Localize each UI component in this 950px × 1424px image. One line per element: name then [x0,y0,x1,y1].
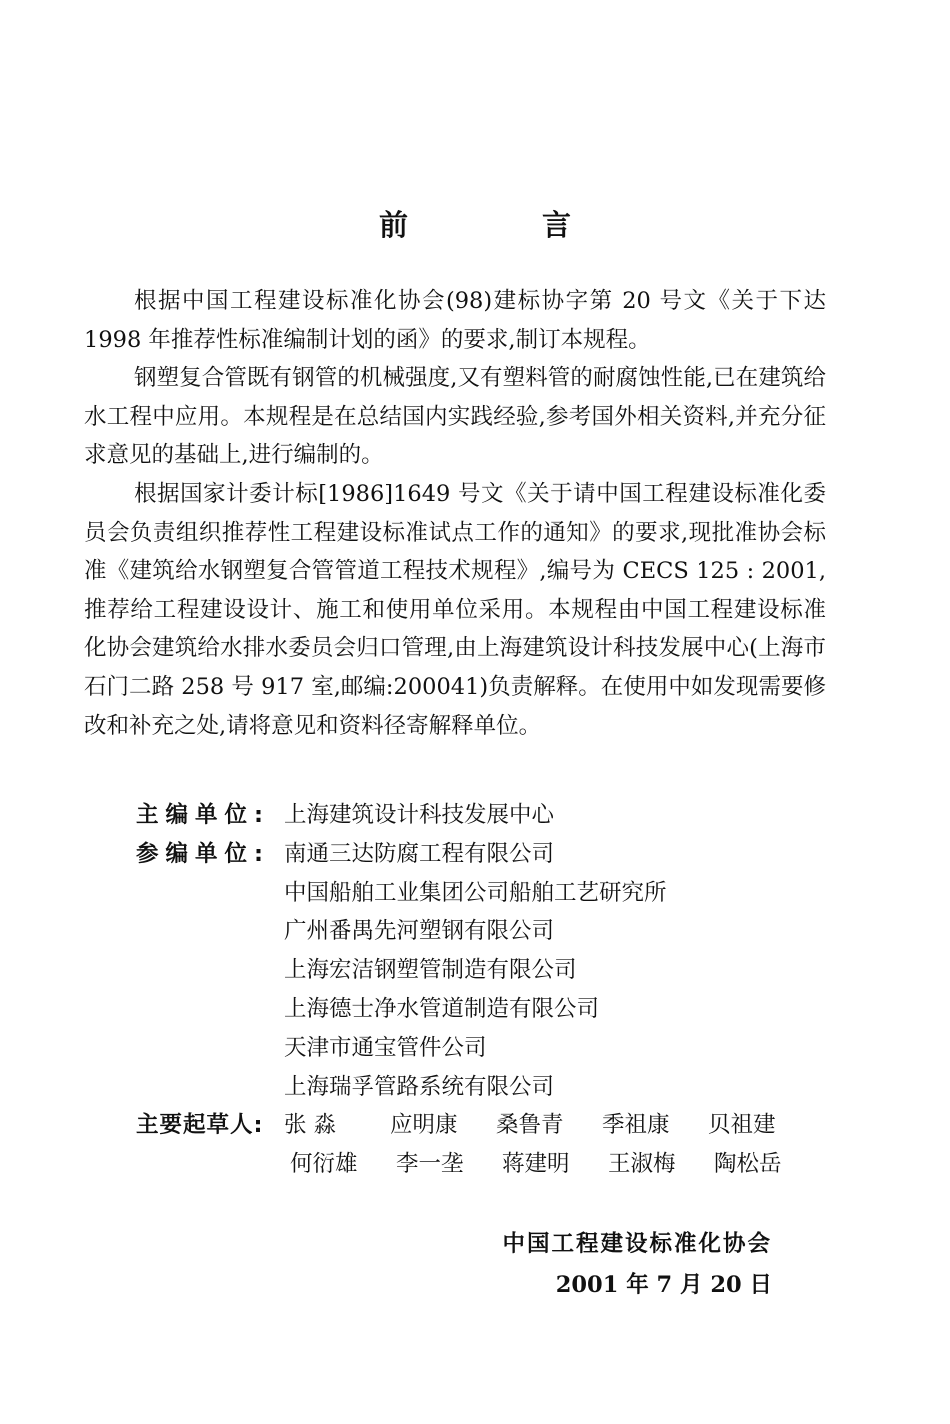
participating-row [84,874,844,913]
paragraph-2: 钢塑复合管既有钢管的机械强度,又有塑料管的耐腐蚀性能,已在建筑给水工程中应用。本规程是在总结国内实践经验,参考国外相关资料,并充分征求意见的基础上,进行编制的。 [84,365,826,469]
participating-unit: 上海宏洁钢塑管制造有限公司 [284,957,577,984]
drafters-names [284,1145,844,1184]
chief-editor-value: 上海建筑设计科技发展中心 [284,802,555,828]
drafter-name: 王淑梅 [608,1151,676,1178]
participating-unit: 天津市通宝管件公司 [284,1034,487,1061]
chief-editor-row [84,796,844,835]
participating-unit: 南通三达防腐工程有限公司 [284,840,555,867]
participating-unit: 广州番禺先河塑钢有限公司 [284,918,555,945]
participating-unit: 中国船舶工业集团公司船舶工艺研究所 [284,879,667,906]
issuer-signature: 中国工程建设标准化协会 [502,1231,772,1257]
issue-date: 2001 年 7 月 20 日 [555,1272,772,1298]
participating-row [84,1068,844,1107]
participating-label: 参编单位: [136,840,270,867]
drafter-name: 贝祖建 [708,1112,776,1139]
paragraph-1: 根据中国工程建设标准化协会(98)建标协字第 20 号文《关于下达 1998 年推荐性标准编制计划的函》的要求,制订本规程。 [84,288,826,353]
chief-editor-label: 主编单位: [136,802,270,828]
drafters-row [84,1106,844,1145]
credits-block [84,796,844,1184]
drafter-name: 桑鲁青 [496,1112,564,1139]
preface-body [84,282,826,745]
participating-row [84,835,844,874]
participating-unit: 上海德士净水管道制造有限公司 [284,995,600,1022]
drafters-label: 主要起草人: [136,1112,264,1139]
drafter-name: 李一垄 [396,1151,464,1178]
participating-row [84,912,844,951]
drafter-name: 季祖康 [602,1112,670,1139]
drafter-name: 蒋建明 [502,1151,570,1178]
drafter-name: 应明康 [390,1112,458,1139]
participating-row [84,951,844,990]
drafter-name: 何衍雄 [290,1151,358,1178]
participating-row [84,1029,844,1068]
drafters-names [284,1106,844,1145]
participating-row [84,990,844,1029]
drafter-name: 陶松岳 [714,1151,782,1178]
participating-unit: 上海瑞孚管路系统有限公司 [284,1073,555,1100]
paragraph-3: 根据国家计委计标[1986]1649 号文《关于请中国工程建设标准化委员会负责组织推荐性工程建设标准试点工作的通知》的要求,现批准协会标准《建筑给水钢塑复合管管道工程技术规程》,编号为 CECS 125 : 2001,推荐给工程建设设计、施工和使用单位采用。本规程由中国工程建设标准化协会建筑给水排水委员会归口管理,由上海建筑设计科技发展中心(上海市石门二路 258 号 917 室,邮编:200041)负责解释。在使用中如发现需要修改和补充之处,请将意见和资料径寄解释单位。 [84,480,826,739]
drafter-name: 张 淼 [284,1112,337,1139]
page-title: 前 言 [378,208,634,242]
drafters-row [84,1145,844,1184]
